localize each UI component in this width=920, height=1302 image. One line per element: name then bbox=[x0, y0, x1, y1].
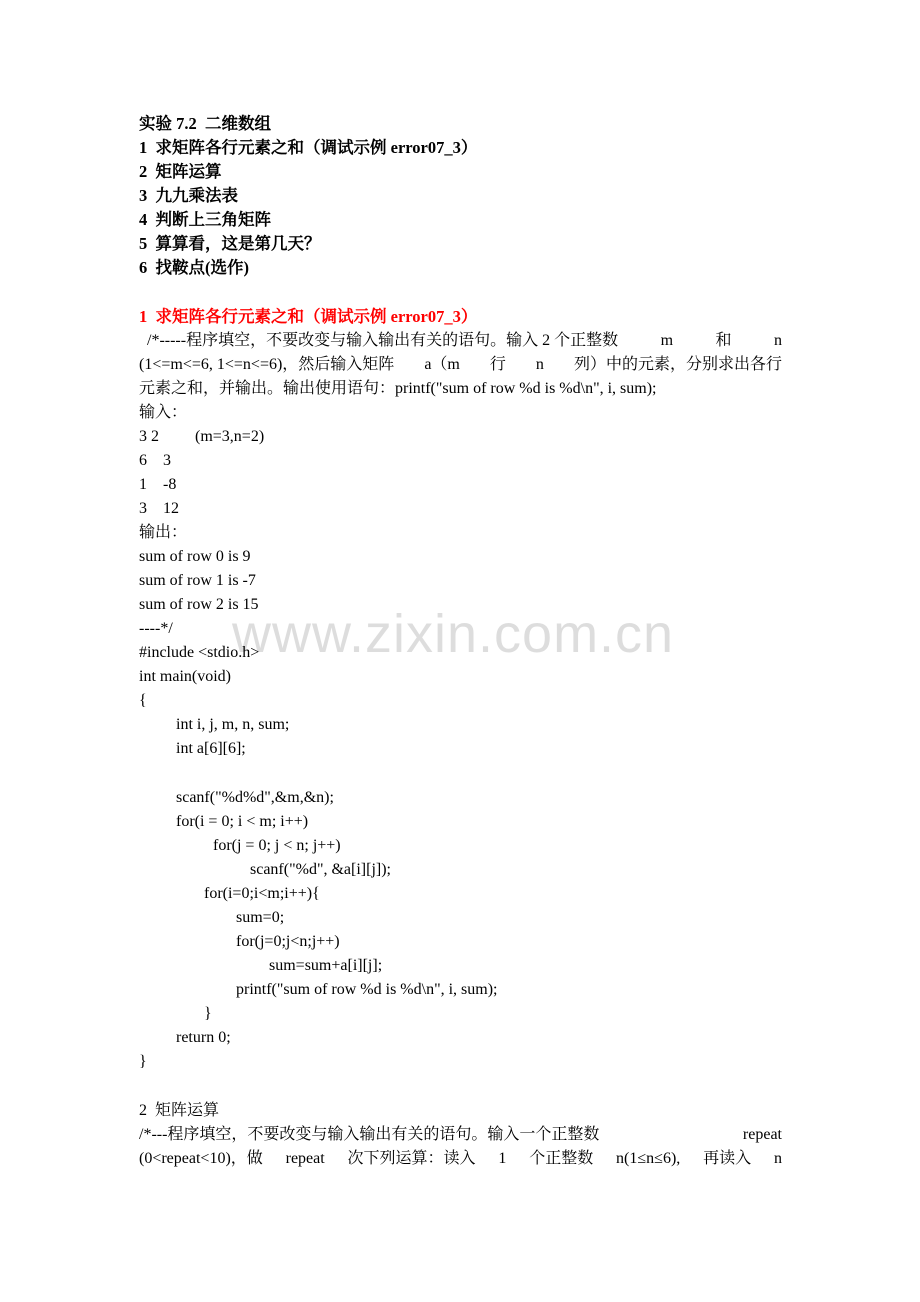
section1-para-line-1 bbox=[147, 329, 782, 353]
input-line: 6 3 bbox=[139, 452, 171, 469]
section2-para-line-1 bbox=[139, 1123, 782, 1147]
para-word: n bbox=[773, 332, 782, 349]
para-word: (1<=m<=6, 1<=n<=6)，然后输入矩阵 bbox=[139, 356, 395, 373]
code-line: int a[6][6]; bbox=[176, 740, 246, 757]
para-word: repeat bbox=[742, 1126, 782, 1143]
para-word: 行 bbox=[489, 356, 506, 373]
toc-title: 实验 7.2 二维数组 bbox=[139, 114, 271, 133]
comment-end: ----*/ bbox=[139, 620, 173, 637]
output-line: sum of row 2 is 15 bbox=[139, 596, 259, 613]
toc-item-1: 1 求矩阵各行元素之和（调试示例 error07_3） bbox=[139, 138, 478, 157]
para-word: 个正整数 bbox=[529, 1150, 594, 1167]
input-label: 输入： bbox=[139, 404, 188, 421]
para-word: (0<repeat<10)，做 bbox=[139, 1150, 263, 1167]
para-word: 列）中的元素，分别求出各行 bbox=[573, 356, 782, 373]
code-line: for(i = 0; i < m; i++) bbox=[176, 813, 309, 830]
output-line: sum of row 0 is 9 bbox=[139, 548, 251, 565]
code-line: } bbox=[204, 1005, 212, 1022]
para-word: /*---程序填空，不要改变与输入输出有关的语句。输入一个正整数 bbox=[139, 1126, 600, 1143]
para-word: n bbox=[773, 1150, 782, 1167]
code-line: for(i=0;i<m;i++){ bbox=[204, 885, 320, 902]
section2-heading: 2 矩阵运算 bbox=[139, 1102, 220, 1119]
input-line: 3 12 bbox=[139, 500, 179, 517]
input-line: 1 -8 bbox=[139, 476, 177, 493]
para-word: 1 bbox=[498, 1150, 507, 1167]
para-word: n bbox=[535, 356, 544, 373]
code-line: #include <stdio.h> bbox=[139, 644, 260, 661]
para-word: 次下列运算：读入 bbox=[347, 1150, 476, 1167]
section1-para-line-3: 元素之和，并输出。输出使用语句：printf("sum of row %d is %d\n", i, sum); bbox=[139, 380, 657, 397]
para-word: n(1≤n≤6), bbox=[616, 1150, 681, 1167]
section1-para-line-2 bbox=[139, 353, 782, 377]
code-line: } bbox=[139, 1053, 147, 1070]
toc-item-4: 4 判断上三角矩阵 bbox=[139, 210, 271, 229]
input-line: 3 2 (m=3,n=2) bbox=[139, 428, 265, 445]
code-line: scanf("%d%d",&m,&n); bbox=[176, 789, 334, 806]
code-line: return 0; bbox=[176, 1029, 231, 1046]
toc-item-2: 2 矩阵运算 bbox=[139, 162, 222, 181]
para-word: 和 bbox=[715, 332, 732, 349]
section1-heading: 1 求矩阵各行元素之和（调试示例 error07_3） bbox=[139, 307, 478, 326]
para-word: repeat bbox=[285, 1150, 325, 1167]
toc-item-3: 3 九九乘法表 bbox=[139, 186, 238, 205]
code-line: for(j = 0; j < n; j++) bbox=[213, 837, 341, 854]
para-word: 再读入 bbox=[703, 1150, 752, 1167]
toc-item-5: 5 算算看，这是第几天？ bbox=[139, 234, 321, 253]
toc-item-6: 6 找鞍点(选作) bbox=[139, 258, 249, 277]
code-line: printf("sum of row %d is %d\n", i, sum); bbox=[236, 981, 498, 998]
code-line: { bbox=[139, 692, 147, 709]
para-word: /*-----程序填空，不要改变与输入输出有关的语句。输入 2 个正整数 bbox=[147, 332, 619, 349]
output-line: sum of row 1 is -7 bbox=[139, 572, 256, 589]
code-line: for(j=0;j<n;j++) bbox=[236, 933, 340, 950]
section2-para-line-2 bbox=[139, 1147, 782, 1171]
watermark: www.zixin.com.cn bbox=[232, 604, 675, 664]
code-line: int i, j, m, n, sum; bbox=[176, 716, 290, 733]
para-word: m bbox=[660, 332, 674, 349]
code-line: scanf("%d", &a[i][j]); bbox=[250, 861, 391, 878]
code-line: sum=0; bbox=[236, 909, 285, 926]
output-label: 输出： bbox=[139, 524, 188, 541]
code-line: sum=sum+a[i][j]; bbox=[269, 957, 383, 974]
para-word: a（m bbox=[424, 356, 460, 373]
code-line: int main(void) bbox=[139, 668, 231, 685]
